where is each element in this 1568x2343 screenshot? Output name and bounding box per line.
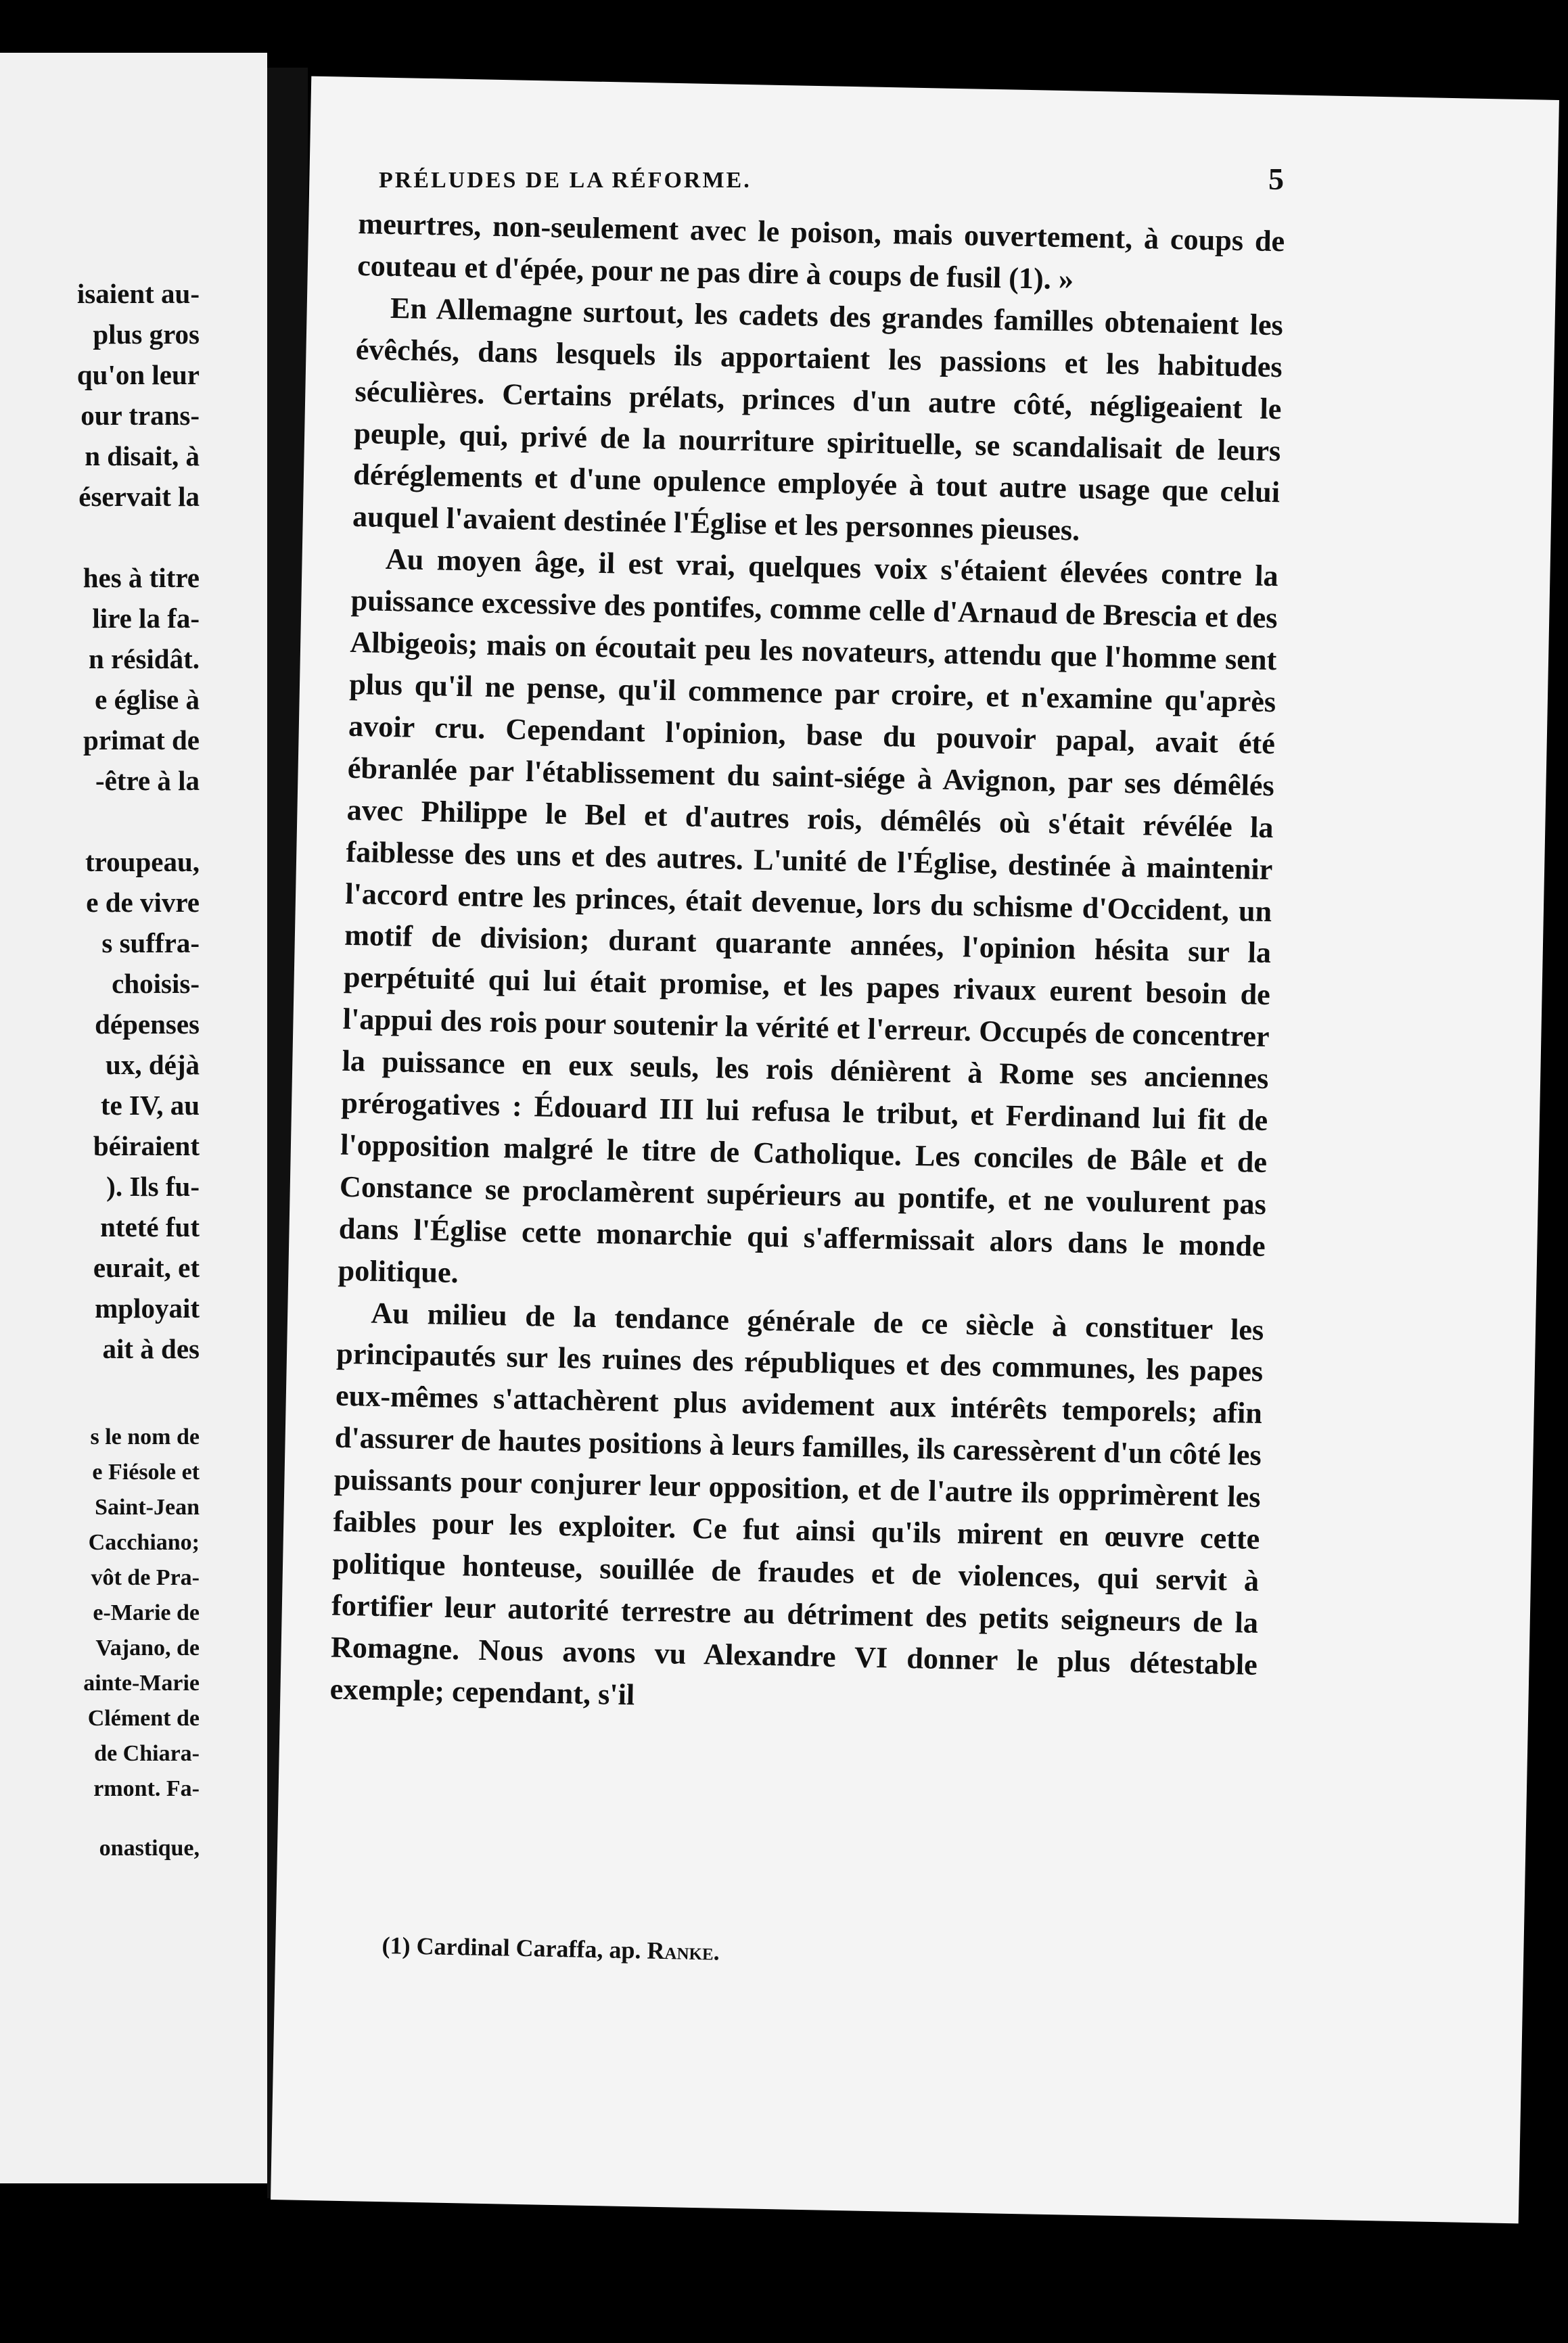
left-page-line: n résidât. bbox=[89, 643, 200, 674]
left-page-line: lire la fa- bbox=[92, 603, 200, 634]
body-text bbox=[329, 203, 1285, 1728]
left-page-line: -être à la bbox=[95, 765, 200, 796]
left-page-footnote-line: ainte-Marie bbox=[83, 1671, 200, 1696]
left-page-line: s suffra- bbox=[101, 927, 200, 958]
left-page-footnote-line: Vajano, de bbox=[95, 1636, 200, 1661]
left-page-line: ). Ils fu- bbox=[106, 1171, 200, 1202]
left-page-footnote-line: Clément de bbox=[87, 1706, 200, 1731]
left-page-line: te IV, au bbox=[100, 1090, 200, 1121]
footnote-marker: (1) bbox=[382, 1931, 411, 1959]
left-page-line: plus gros bbox=[93, 319, 200, 350]
left-page-line: béiraient bbox=[93, 1130, 200, 1161]
left-page-footnote-line: e-Marie de bbox=[93, 1600, 200, 1625]
left-page-footnote-line: s le nom de bbox=[90, 1424, 200, 1449]
left-page-line: n disait, à bbox=[85, 440, 200, 471]
paragraph: meurtres, non-seulement avec le poison, mais ouvertement, à coups de couteau et d'épée, pour ne pas dire à coups de fusil (1). » bbox=[356, 206, 1285, 296]
left-page-line: nteté fut bbox=[100, 1211, 200, 1243]
running-head: PRÉLUDES DE LA RÉFORME. bbox=[379, 168, 752, 193]
left-page-line: troupeau, bbox=[85, 846, 200, 877]
left-page-line: ux, déjà bbox=[106, 1049, 200, 1080]
left-page bbox=[0, 53, 267, 2183]
left-page-footnote-line: de Chiara- bbox=[94, 1741, 200, 1766]
left-page-line: choisis- bbox=[112, 968, 200, 999]
left-page-line: e de vivre bbox=[86, 887, 200, 918]
left-page-line: mployait bbox=[95, 1293, 200, 1324]
left-page-footnote-line: Saint-Jean bbox=[95, 1495, 200, 1520]
left-page-line: our trans- bbox=[80, 400, 200, 431]
paragraph: Au moyen âge, il est vrai, quelques voix s'étaient élevées contre la puissance excessive des pontifes, comme celle d'Arnaud de Brescia et des Albigeois; mais on écoutait peu les novateurs, attendu que l'homme sent plus qu'il ne pense, qu'il commence par croire, et n'examine qu'après avoir cru. Cependant l'opinion, base du pouvoir papal, avait été ébranlée par l'établissement du saint-siége à Avignon, par ses démêlés avec Philippe le Bel et d'autres rois, démêlés où s'était révélée la faiblesse des uns et des autres. L'unité de l'Église, destinée à maintenir l'accord entre les princes, était devenue, lors du schisme d'Occident, un motif de division; durant quarante années, l'opinion hésita sur la perpétuité qui lui était promise, et les papes rivaux eurent besoin de l'appui des rois pour soutenir la vérité et l'erreur. Occupés de concentrer la puissance en eux seuls, les rois dénièrent à Rome ses anciennes prérogatives : Édouard III lui refusa le tribut, et Ferdinand lui fit de l'opposition malgré le titre de Catholique. Les conciles de Bâle et de Constance se proclamèrent supérieurs au pontife, et ne voulurent pas dans l'Église cette monarchie qui s'affermissait alors dans le monde politique. bbox=[338, 542, 1279, 1289]
left-page-footnote-line: vôt de Pra- bbox=[91, 1565, 200, 1590]
footnote-text: Cardinal Caraffa, ap. bbox=[416, 1932, 641, 1964]
left-page-footnote-line: onastique, bbox=[99, 1836, 200, 1861]
left-page-line: isaient au- bbox=[76, 278, 200, 309]
left-page-line: e église à bbox=[95, 684, 200, 715]
left-page-line: éservait la bbox=[78, 481, 200, 512]
left-page-line: dépenses bbox=[95, 1008, 200, 1040]
left-page-line: qu'on leur bbox=[76, 359, 200, 390]
page-number: 5 bbox=[1268, 162, 1284, 196]
footnote-author: Ranke. bbox=[647, 1936, 720, 1966]
left-page-line: ait à des bbox=[102, 1333, 200, 1364]
paragraph: En Allemagne surtout, les cadets des grandes familles obtenaient les évêchés, dans lesquels ils apportaient les passions et les habitudes séculières. Certains prélats, princes d'un autre côté, négligeaient le peuple, qui, privé de la nourriture spirituelle, se scandalisait de leurs déréglements et d'une opulence employée à tout autre usage que celui auquel l'avaient destinée l'Église et les personnes pieuses. bbox=[352, 291, 1284, 547]
left-page-line: hes à titre bbox=[83, 562, 200, 593]
left-page-footnote-line: rmont. Fa- bbox=[93, 1776, 200, 1801]
left-page-footnote-line: e Fiésole et bbox=[92, 1460, 200, 1485]
left-page-footnote-line: Cacchiano; bbox=[88, 1530, 200, 1555]
left-page-line: primat de bbox=[83, 724, 200, 756]
left-page-line: eurait, et bbox=[93, 1252, 200, 1283]
paragraph: Au milieu de la tendance générale de ce siècle à constituer les principautés sur les ruines des républiques et des communes, les papes eux-mêmes s'attachèrent plus avidement aux intérêts temporels; afin d'assurer de hautes positions à leurs familles, ils caressèrent d'un côté les puissants pour conjurer leur opposition, et de l'autre ils opprimèrent les faibles pour les exploiter. Ce fut ainsi qu'ils mirent en œuvre cette politique honteuse, souillée de fraudes et de violences, qui servit à fortifier leur autorité terrestre au détriment des petits seigneurs de la Romagne. Nous avons vu Alexandre VI donner le plus détestable exemple; cependant, s'il bbox=[329, 1296, 1264, 1711]
